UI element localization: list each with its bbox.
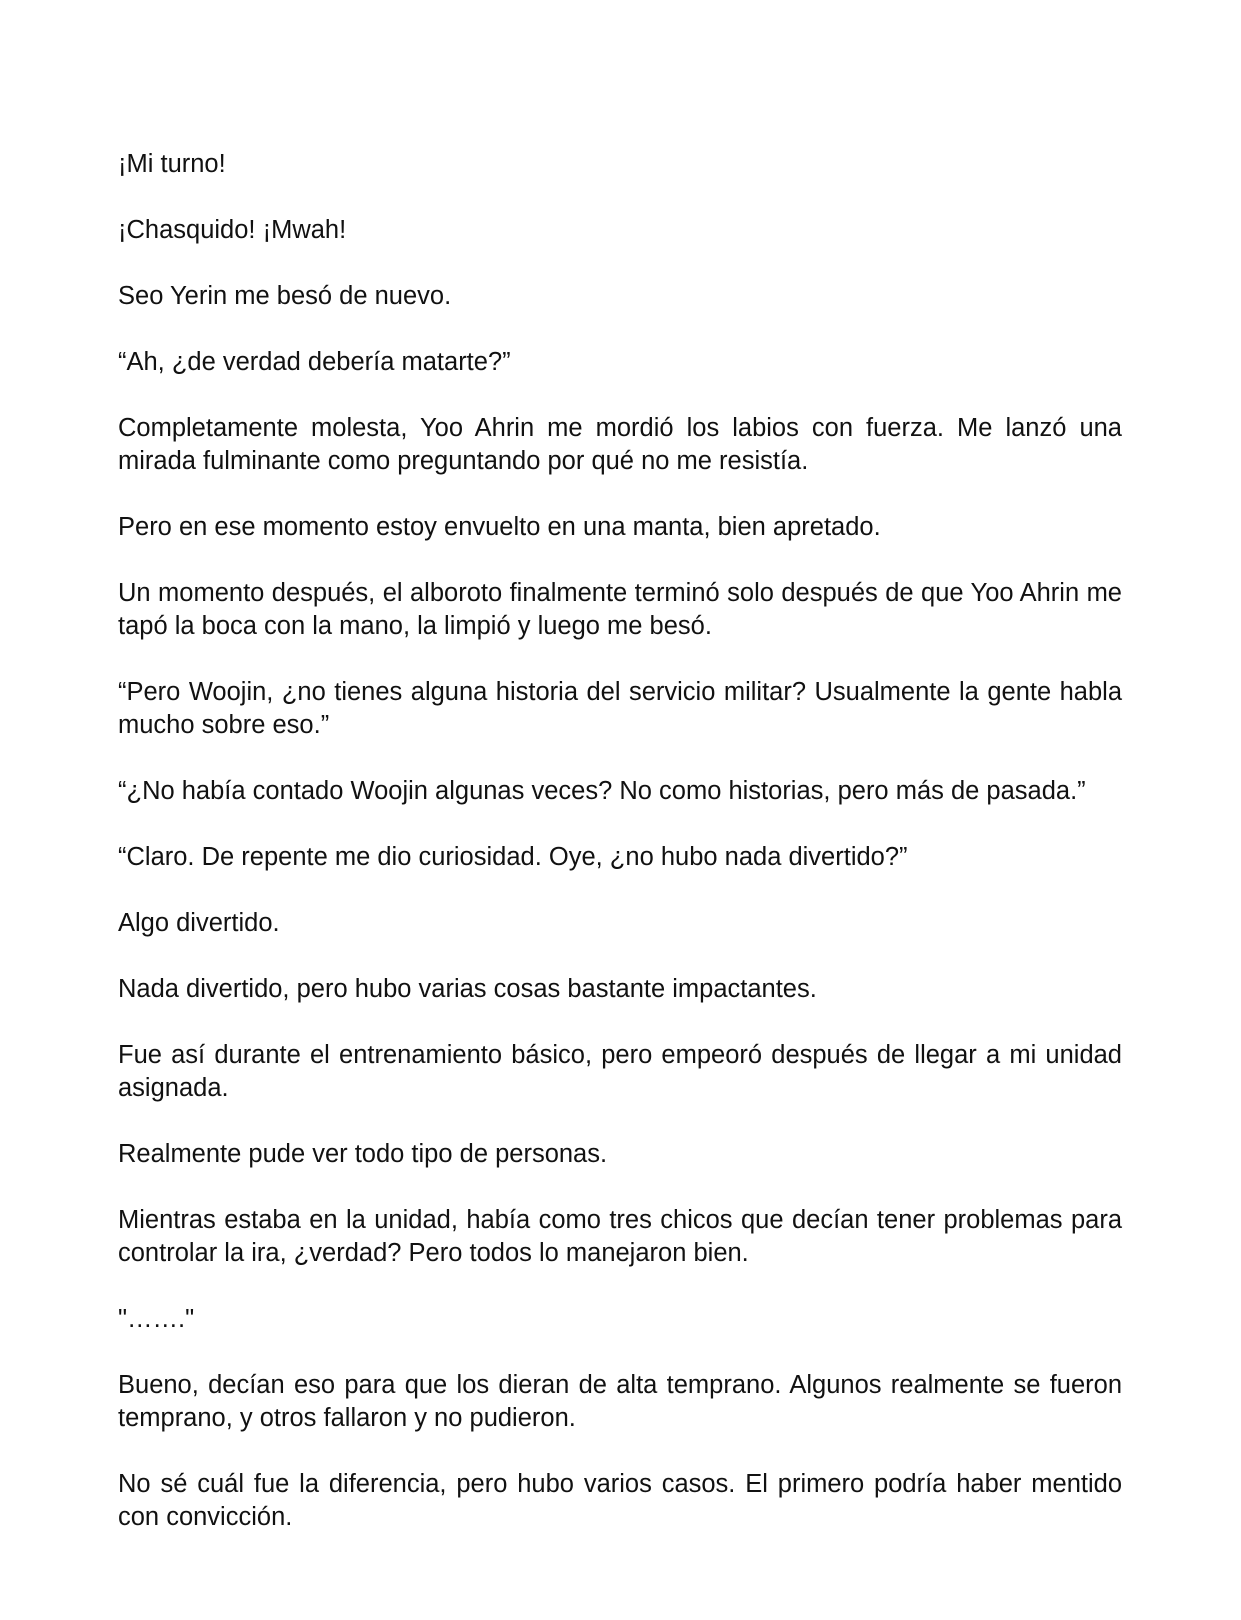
paragraph: Nada divertido, pero hubo varias cosas bastante impactantes. bbox=[118, 975, 817, 1003]
paragraph: Realmente pude ver todo tipo de personas. bbox=[118, 1140, 608, 1168]
paragraph: Algo divertido. bbox=[118, 909, 280, 937]
paragraph: “Pero Woojin, ¿no tienes alguna historia del servicio militar? Usualmente la gente habla mucho sobre eso.” bbox=[118, 678, 1122, 739]
paragraph: Seo Yerin me besó de nuevo. bbox=[118, 282, 452, 310]
paragraph: No sé cuál fue la diferencia, pero hubo varios casos. El primero podría haber mentido con convicción. bbox=[118, 1470, 1122, 1531]
paragraph: Mientras estaba en la unidad, había como tres chicos que decían tener problemas para controlar la ira, ¿verdad? Pero todos lo manejaron bien. bbox=[118, 1206, 1122, 1267]
document-page bbox=[118, 148, 1122, 1567]
paragraph: Fue así durante el entrenamiento básico, pero empeoró después de llegar a mi unidad asignada. bbox=[118, 1041, 1122, 1102]
paragraph: ¡Chasquido! ¡Mwah! bbox=[118, 216, 347, 244]
paragraph: Bueno, decían eso para que los dieran de alta temprano. Algunos realmente se fueron temprano, y otros fallaron y no pudieron. bbox=[118, 1371, 1122, 1432]
paragraph: Pero en ese momento estoy envuelto en una manta, bien apretado. bbox=[118, 513, 881, 541]
paragraph: “¿No había contado Woojin algunas veces? No como historias, pero más de pasada.” bbox=[118, 777, 1086, 805]
paragraph: Completamente molesta, Yoo Ahrin me mordió los labios con fuerza. Me lanzó una mirada fulminante como preguntando por qué no me resistía. bbox=[118, 414, 1122, 475]
paragraph: Un momento después, el alboroto finalmente terminó solo después de que Yoo Ahrin me tapó la boca con la mano, la limpió y luego me besó. bbox=[118, 579, 1122, 640]
paragraph: “Claro. De repente me dio curiosidad. Oye, ¿no hubo nada divertido?” bbox=[118, 843, 908, 871]
paragraph: “Ah, ¿de verdad debería matarte?” bbox=[118, 348, 511, 376]
paragraph: "……." bbox=[118, 1305, 195, 1333]
paragraph: ¡Mi turno! bbox=[118, 150, 226, 178]
